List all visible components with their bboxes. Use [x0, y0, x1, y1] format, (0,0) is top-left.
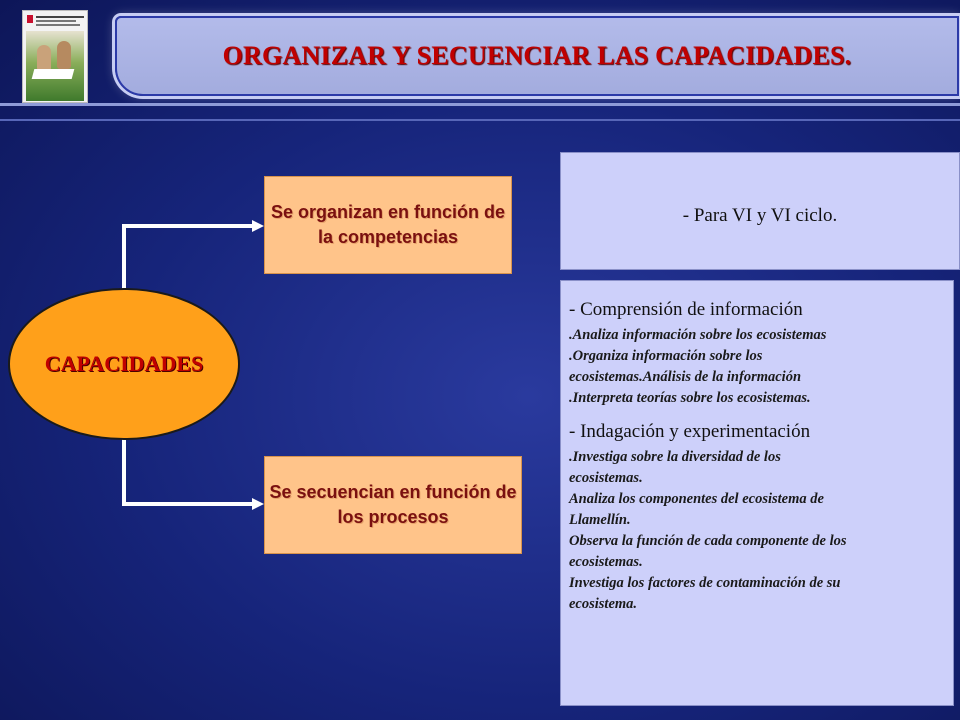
skills-line: .Organiza información sobre los — [569, 348, 763, 364]
box-secuencian — [264, 456, 522, 554]
arrow-right-icon — [252, 498, 264, 510]
box-organizan-text: Se organizan en función de la competencias — [270, 202, 506, 247]
skills-line: Llamellín. — [569, 512, 631, 528]
connector-horizontal-bottom — [122, 502, 254, 506]
flag-icon — [27, 15, 33, 23]
header-divider-thin — [0, 119, 960, 121]
ciclo-box — [560, 152, 960, 270]
skills-line: ecosistemas.Análisis de la información — [569, 369, 802, 385]
oval-label: CAPACIDADES — [44, 351, 204, 376]
skills-heading-indagacion: - Indagación y experimentación — [569, 421, 811, 442]
title-banner — [115, 16, 959, 96]
skills-line: Investiga los factores de contaminación de su — [569, 575, 841, 591]
skills-line: Analiza los componentes del ecosistema de — [569, 491, 824, 507]
box-organizan — [264, 176, 512, 274]
skills-heading-comprension: - Comprensión de información — [569, 299, 803, 320]
skills-line: ecosistema. — [569, 596, 638, 612]
page-title: ORGANIZAR Y SECUENCIAR LAS CAPACIDADES. — [222, 41, 852, 70]
connector-vertical-bottom — [122, 438, 126, 506]
arrow-right-icon — [252, 220, 264, 232]
skills-box — [560, 280, 954, 706]
skills-list — [569, 299, 947, 615]
book-cover-logo — [22, 10, 88, 103]
capacidades-oval — [8, 288, 240, 440]
header-divider — [0, 103, 960, 106]
cover-photo — [26, 31, 84, 101]
skills-line: ecosistemas. — [569, 470, 643, 486]
skills-line: .Investiga sobre la diversidad de los — [569, 449, 781, 465]
skills-line: .Analiza información sobre los ecosistemas — [569, 327, 827, 343]
skills-line: Observa la función de cada componente de los — [569, 533, 847, 549]
box-secuencian-text: Se secuencian en función de los procesos — [269, 482, 517, 527]
skills-line: ecosistemas. — [569, 554, 643, 570]
ciclo-text: - Para VI y VI ciclo. — [682, 205, 838, 226]
connector-horizontal-top — [122, 224, 254, 228]
skills-line: .Interpreta teorías sobre los ecosistemas. — [569, 390, 811, 406]
connector-vertical-top — [122, 224, 126, 290]
